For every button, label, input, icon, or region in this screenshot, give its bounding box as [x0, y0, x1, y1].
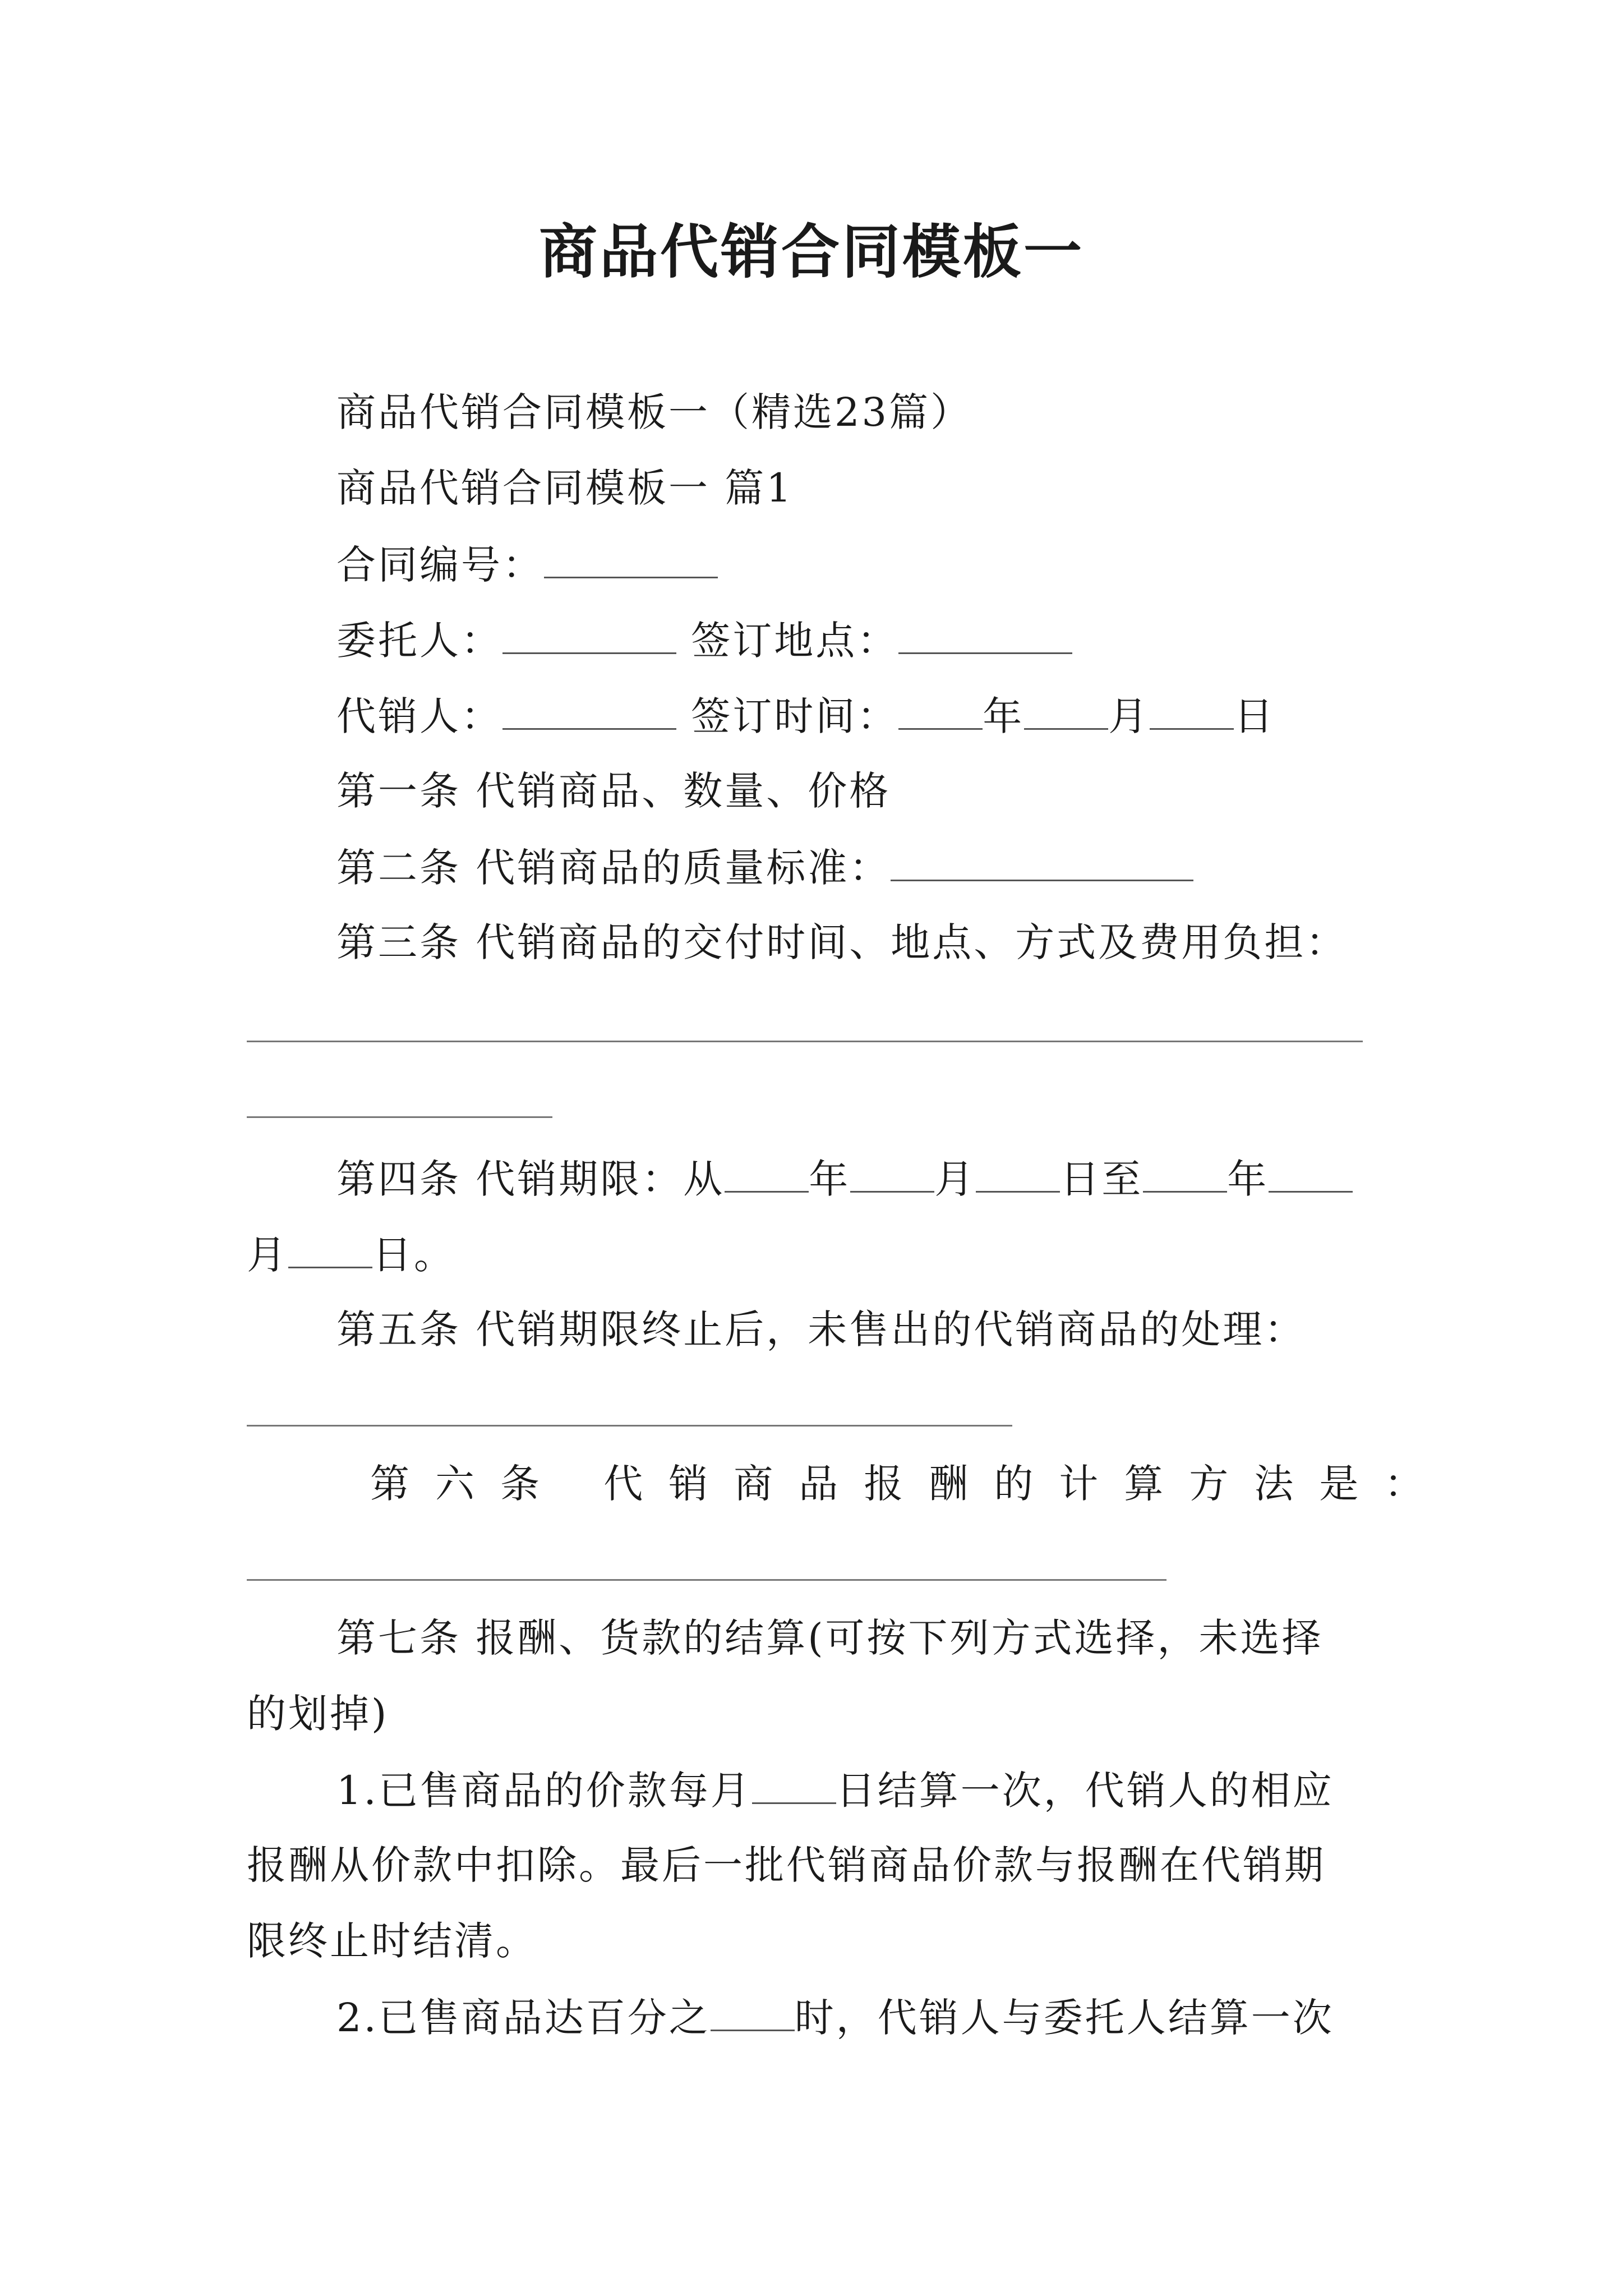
agent-line — [336, 693, 1276, 739]
principal-blank[interactable] — [502, 620, 676, 654]
article-3-blank-2[interactable] — [247, 1116, 552, 1118]
item-1-line-3: 限终止时结清。 — [247, 1918, 537, 1964]
contract-number-line — [336, 542, 718, 588]
article-5: 第五条 代销期限终止后，未售出的代销商品的处理： — [336, 1306, 1306, 1352]
item-2-text-a: 2.已售商品达百分之 — [336, 1995, 711, 2041]
year-label: 年 — [809, 1156, 851, 1202]
end-month-blank[interactable] — [1269, 1158, 1353, 1193]
article-7-line-2: 的划掉) — [247, 1691, 389, 1737]
year-label: 年 — [983, 693, 1025, 739]
agent-label: 代销人： — [336, 693, 502, 739]
article-5-blank[interactable] — [247, 1425, 1012, 1427]
sign-place-blank[interactable] — [898, 620, 1072, 654]
sign-place-label: 签订地点： — [691, 618, 899, 664]
article-2-line — [336, 845, 1193, 891]
item-2-line-1 — [336, 1995, 1334, 2041]
contract-number-label: 合同编号： — [336, 542, 544, 588]
settle-day-blank[interactable] — [752, 1770, 836, 1804]
month-label: 月 — [934, 1156, 976, 1202]
end-year-blank[interactable] — [1143, 1158, 1227, 1193]
item-1-line-2: 报酬从价款中扣除。最后一批代销商品价款与报酬在代销期 — [247, 1842, 1326, 1888]
sign-time-label: 签订时间： — [691, 693, 899, 739]
item-1-line-1 — [336, 1768, 1334, 1814]
principal-label: 委托人： — [336, 618, 502, 664]
section-heading: 商品代销合同模板一 篇1 — [336, 465, 794, 511]
article-4-line — [336, 1156, 1353, 1202]
to-label: 日至 — [1060, 1156, 1144, 1202]
start-year-blank[interactable] — [725, 1158, 809, 1193]
sign-year-blank[interactable] — [898, 696, 983, 730]
article-3: 第三条 代销商品的交付时间、地点、方式及费用负担： — [336, 919, 1348, 965]
start-day-blank[interactable] — [976, 1158, 1060, 1193]
day-label: 日 — [1234, 693, 1276, 739]
item-1-text-b: 日结算一次，代销人的相应 — [836, 1768, 1334, 1814]
sign-day-blank[interactable] — [1150, 696, 1234, 730]
agent-blank[interactable] — [502, 696, 676, 730]
sign-month-blank[interactable] — [1024, 696, 1108, 730]
article-6-blank[interactable] — [247, 1579, 1166, 1581]
article-3-blank-1[interactable] — [247, 1041, 1363, 1042]
article-2: 第二条 代销商品的质量标准： — [336, 845, 891, 891]
month-label: 月 — [247, 1232, 288, 1278]
start-month-blank[interactable] — [850, 1158, 934, 1193]
document-title: 商品代销合同模板一 — [538, 217, 1084, 286]
article-4-line-2 — [247, 1232, 455, 1278]
end-day-blank[interactable] — [288, 1234, 372, 1268]
month-label: 月 — [1108, 693, 1150, 739]
item-1-text-a: 1.已售商品的价款每月 — [336, 1768, 752, 1814]
quality-standard-blank[interactable] — [891, 847, 1193, 881]
year-label: 年 — [1227, 1156, 1269, 1202]
subtitle: 商品代销合同模板一（精选23篇） — [336, 389, 972, 435]
item-2-text-b: 时，代销人与委托人结算一次 — [794, 1995, 1334, 2041]
article-1: 第一条 代销商品、数量、价格 — [336, 768, 891, 814]
article-4: 第四条 代销期限：从 — [336, 1156, 725, 1202]
principal-line — [336, 618, 1072, 664]
day-end-label: 日。 — [372, 1232, 455, 1278]
percent-blank[interactable] — [711, 1997, 795, 2031]
article-7-line-1: 第七条 报酬、货款的结算(可按下列方式选择，未选择 — [336, 1615, 1324, 1661]
contract-number-blank[interactable] — [544, 544, 718, 578]
article-6: 第六条 代销商品报酬的计算方法是： — [370, 1461, 1450, 1507]
